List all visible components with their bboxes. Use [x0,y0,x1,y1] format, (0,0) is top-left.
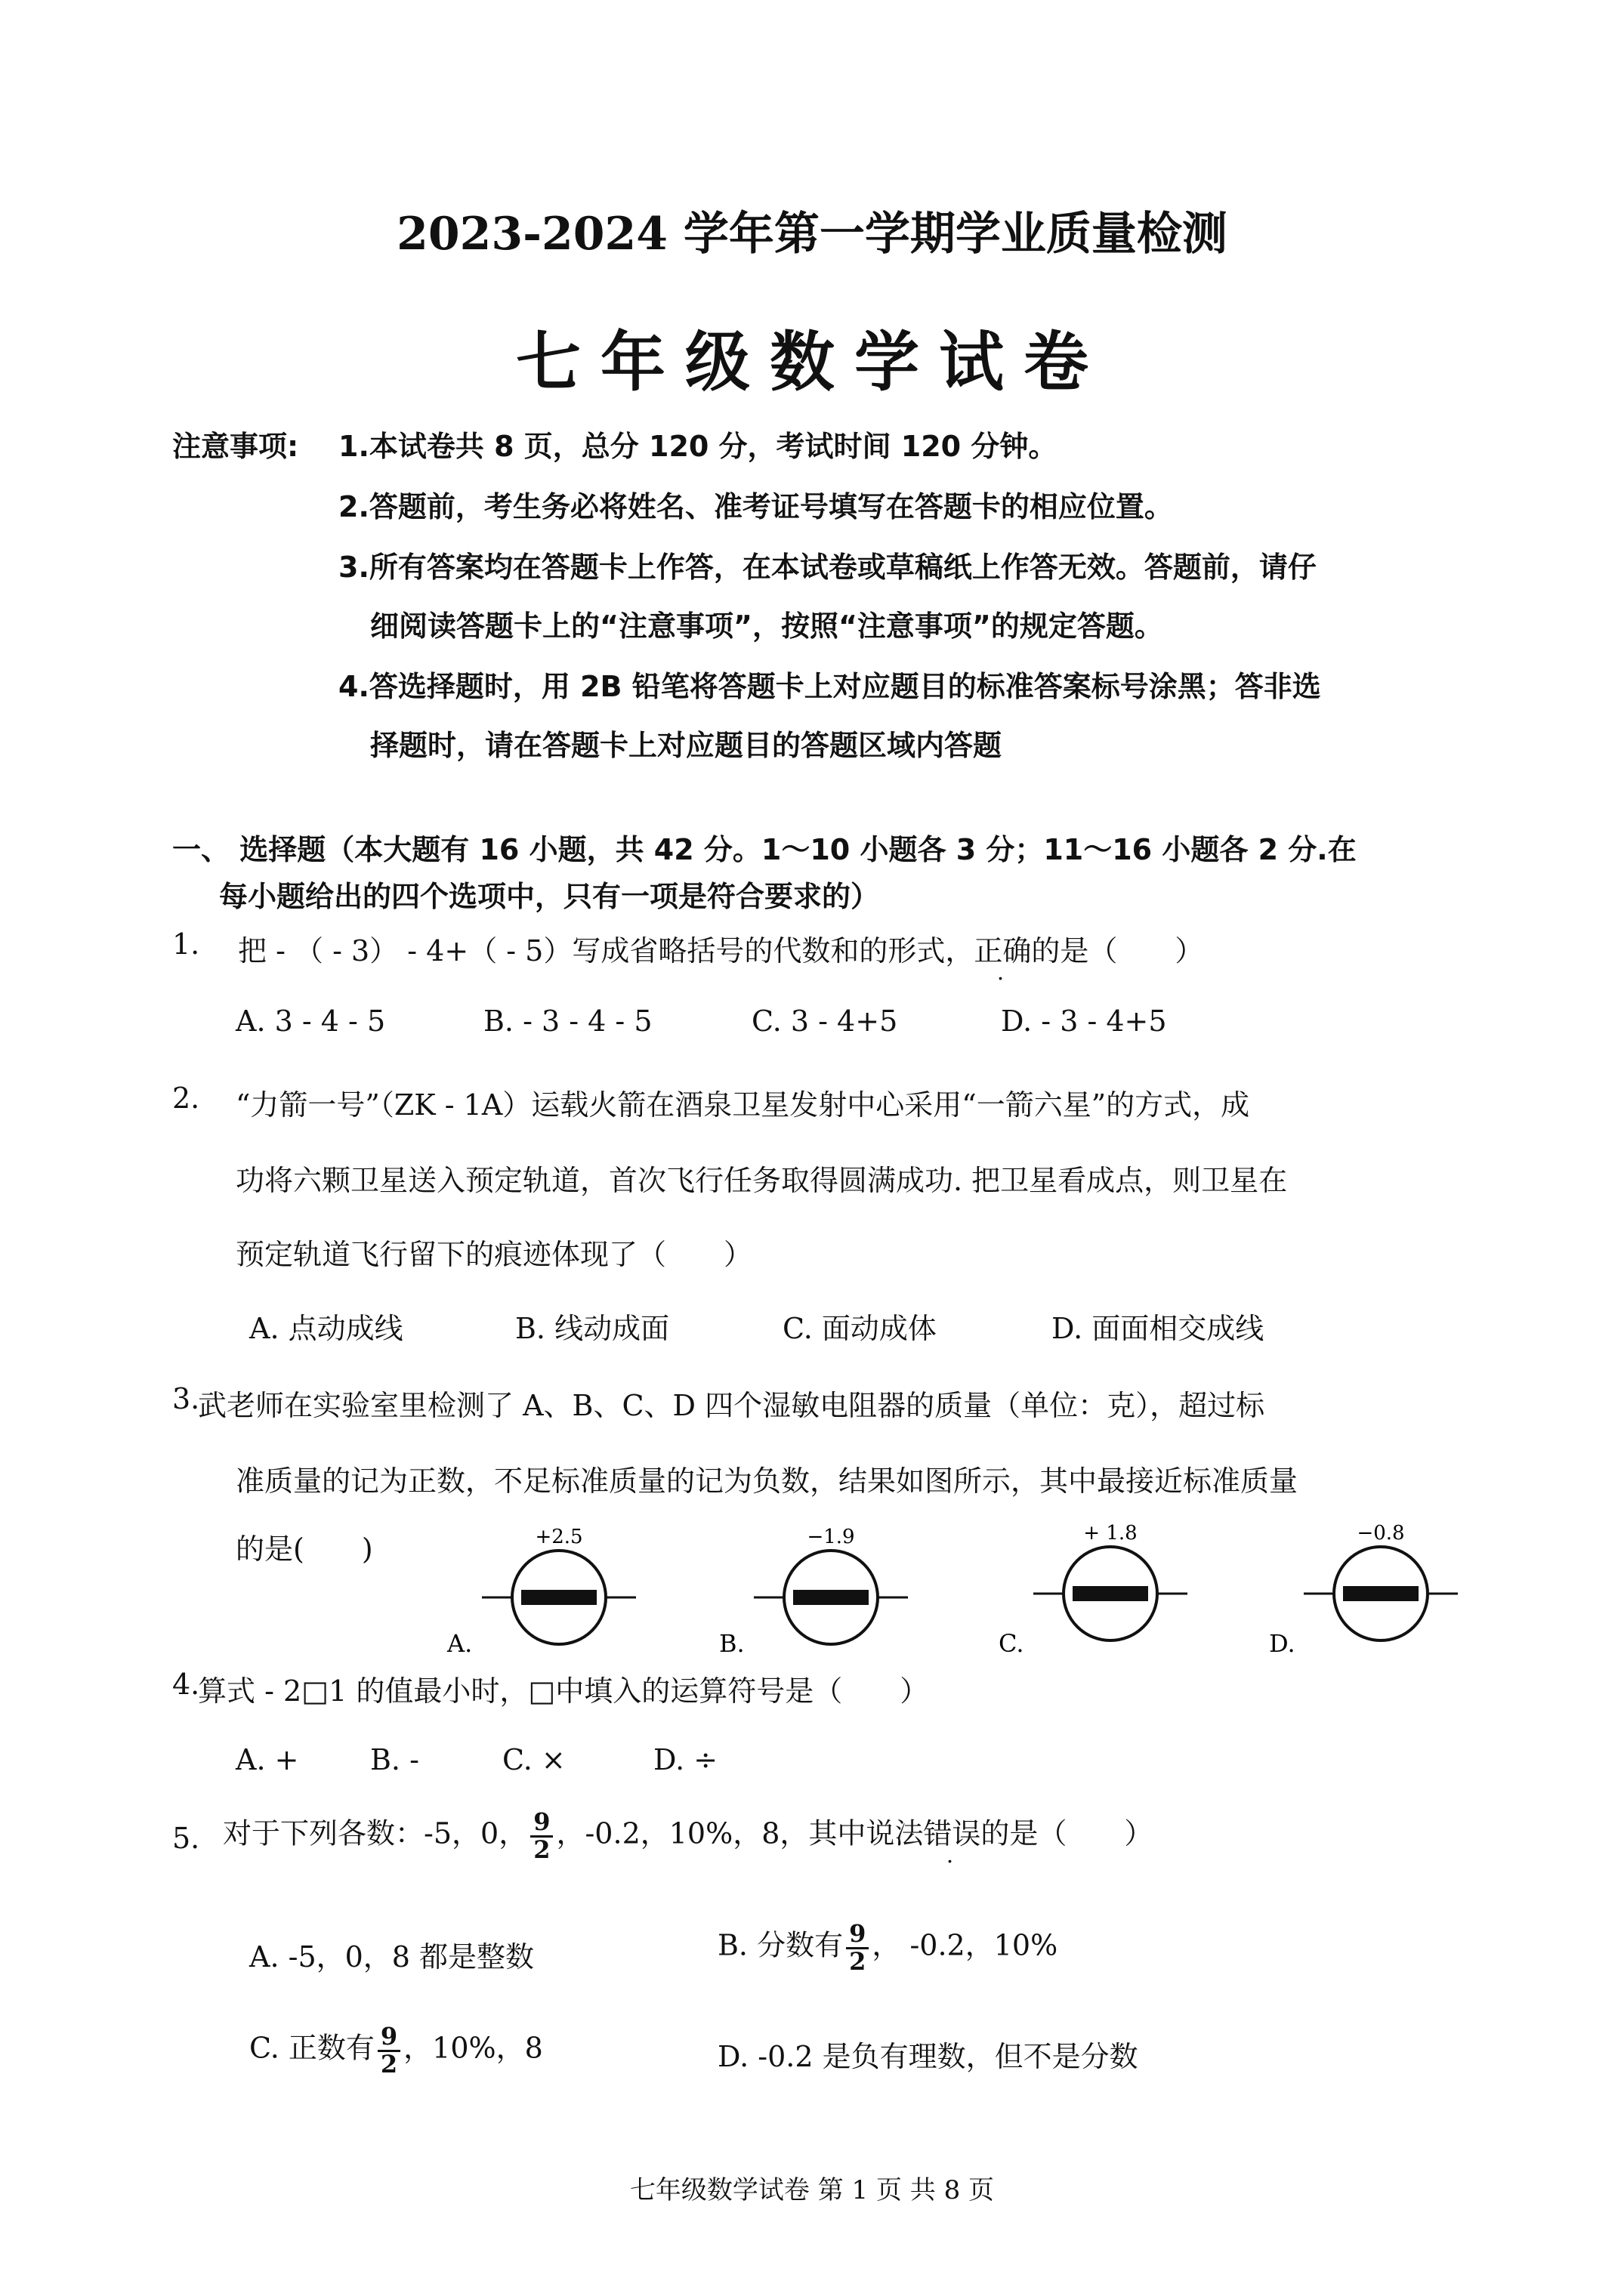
exam-title: 2023-2024 学年第一学期学业质量检测 [397,208,1227,261]
q3-line-2: 准质量的记为正数，不足标准质量的记为负数，结果如图所示，其中最接近标准质量 [236,1464,1298,1498]
q5-emphasis: 错误 [923,1816,981,1850]
q5-option-c [249,2024,543,2077]
q5-fraction-num: 9 [530,1810,553,1838]
q5-option-c-after: ，10%，8 [403,2031,543,2065]
q5-option-a: A. -5，0，8 都是整数 [249,1940,535,1974]
q4-option-c: C. × [502,1743,566,1776]
q2-option-c: C. 面动成体 [783,1312,937,1345]
q3-line-1: 武老师在实验室里检测了 A、B、C、D 四个湿敏电阻器的质量（单位：克），超过标 [198,1389,1265,1422]
resistor-c-band [1073,1586,1148,1601]
resistor-c [999,1522,1187,1658]
q1-option-c: C. 3 - 4+5 [752,1005,898,1038]
q1-stem [238,927,1203,969]
q2-line-2: 功将六颗卫星送入预定轨道，首次飞行任务取得圆满成功. 把卫星看成点，则卫星在 [236,1164,1288,1197]
q1-option-d: D. - 3 - 4+5 [1001,1005,1167,1038]
q5-option-b-before: B. 分数有 [718,1928,844,1962]
q1-number: 1. [172,927,200,961]
q5-text-after: 的是（ ） [980,1816,1153,1850]
q5-option-c-fraction-den: 2 [380,2049,398,2079]
resistor-d [1269,1522,1458,1658]
q4-option-b: B. - [370,1743,419,1776]
q2-option-d: D. 面面相交成线 [1051,1312,1264,1345]
notice-item-4-cont: 择题时，请在答题卡上对应题目的答题区域内答题 [370,729,1002,762]
notice-item-1: 1.本试卷共 8 页，总分 120 分，考试时间 120 分钟。 [338,430,1057,463]
section-heading: 一、 选择题（本大题有 16 小题，共 42 分。1～10 小题各 3 分；11～16 小题各 2 分.在 [172,833,1357,866]
notice-item-4: 4.答选择题时，用 2B 铅笔将答题卡上对应题目的标准答案标号涂黑；答非选 [338,670,1321,703]
q4-stem: 算式 - 2□1 的值最小时，□中填入的运算符号是（ ） [198,1674,929,1708]
q1-text-before: 把 - （ - 3） - 4+（ - 5）写成省略括号的代数和的形式， [238,934,974,968]
q1-emphasis: 正确 [974,934,1032,968]
resistor-a-letter: A. [447,1629,473,1658]
q5-option-d: D. -0.2 是负有理数，但不是分数 [718,2040,1138,2073]
q1-text-after: 的是（ ） [1031,934,1204,968]
q5-stem [223,1807,1153,1864]
q5-option-c-before: C. 正数有 [249,2031,375,2065]
q5-text-before: 对于下列各数：-5，0， [223,1816,528,1850]
resistor-b [719,1526,908,1658]
resistor-b-band [793,1590,869,1605]
q5-option-b-after: ， -0.2，10% [872,1928,1058,1962]
resistor-d-band [1343,1586,1419,1601]
q2-option-b: B. 线动成面 [515,1312,670,1345]
section-heading-cont: 每小题给出的四个选项中，只有一项是符合要求的） [219,880,880,913]
resistor-a-label: +2.5 [535,1526,583,1548]
q4-option-a: A. + [236,1743,299,1776]
notice-item-3: 3.所有答案均在答题卡上作答，在本试卷或草稿纸上作答无效。答题前，请仔 [338,551,1317,584]
q5-option-c-fraction-num: 9 [378,2024,400,2052]
q1-option-a: A. 3 - 4 - 5 [236,1005,386,1038]
notice-item-3-cont: 细阅读答题卡上的“注意事项”，按照“注意事项”的规定答题。 [370,610,1163,643]
resistor-a-band [521,1590,597,1605]
q5-fraction-den: 2 [533,1835,551,1864]
q2-option-a: A. 点动成线 [249,1312,403,1345]
q1-option-b: B. - 3 - 4 - 5 [483,1005,653,1038]
resistor-d-label: −0.8 [1357,1522,1405,1545]
q3-number: 3. [172,1382,200,1415]
resistor-d-letter: D. [1269,1629,1295,1658]
q2-line-3: 预定轨道飞行留下的痕迹体现了（ ） [236,1238,753,1271]
q3-line-3: 的是( ) [236,1532,373,1566]
resistor-a [446,1526,636,1658]
resistor-figure [431,1518,1503,1684]
q5-option-b [718,1921,1057,1974]
q5-option-b-fraction-num: 9 [846,1921,869,1949]
notice-item-2: 2.答题前，考生务必将姓名、准考证号填写在答题卡的相应位置。 [338,490,1173,523]
q5-option-c-fraction [378,2024,400,2077]
exam-subtitle: 七年级数学试卷 [516,324,1108,400]
resistor-b-label: −1.9 [807,1526,855,1548]
q2-line-1: “力箭一号”（ZK - 1A）运载火箭在酒泉卫星发射中心采用“一箭六星”的方式，成 [236,1088,1250,1122]
q2-number: 2. [172,1082,200,1115]
q4-number: 4. [172,1668,200,1701]
resistor-c-label: + 1.8 [1083,1522,1138,1545]
q4-option-d: D. ÷ [653,1743,718,1776]
q5-text-mid: ，-0.2，10%，8，其中说法 [556,1816,924,1850]
page-footer: 七年级数学试卷 第 1 页 共 8 页 [629,2175,995,2205]
q5-option-b-fraction [846,1921,869,1974]
q5-number: 5. [172,1822,200,1855]
resistor-c-letter: C. [999,1629,1024,1658]
resistor-b-letter: B. [719,1629,745,1658]
q5-fraction [530,1807,553,1864]
notice-label: 注意事项: [172,430,299,463]
q5-option-b-fraction-den: 2 [849,1946,866,1976]
